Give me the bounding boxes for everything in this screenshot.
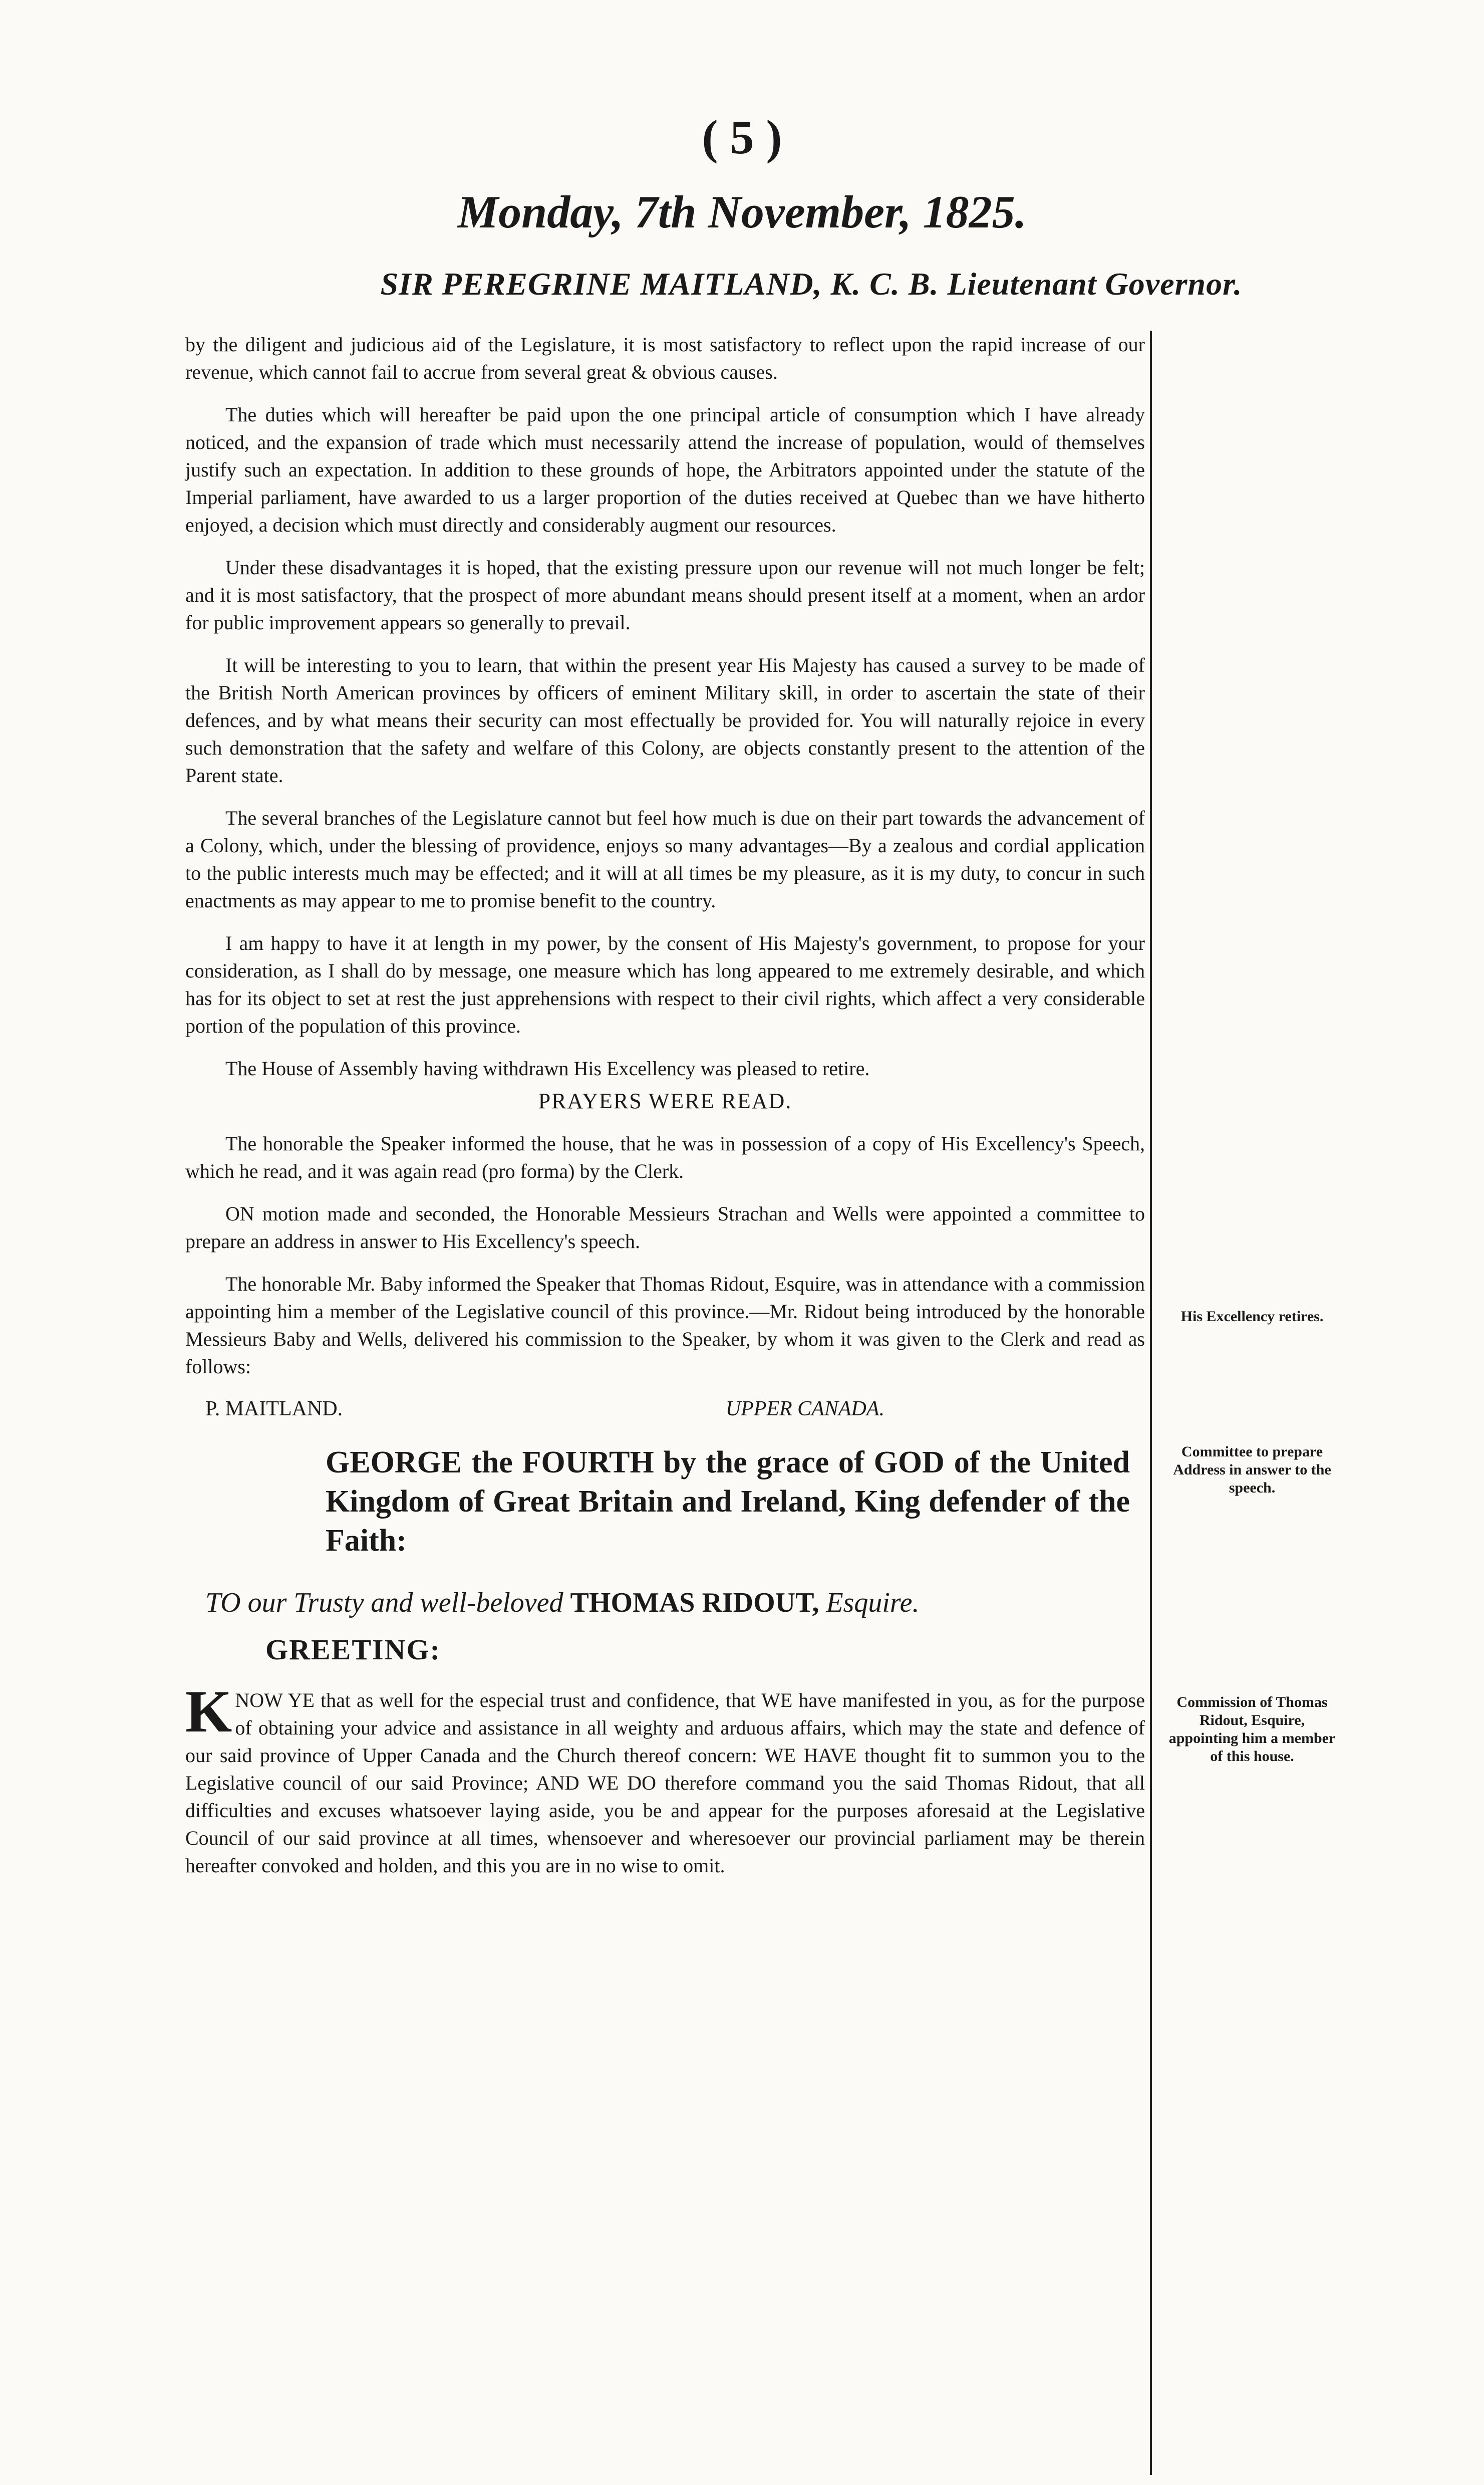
paragraph: by the diligent and judicious aid of the Legislature, it is most satisfactory to reflect upon the rapid increase of our revenue, which cannot fail to accrue from several great & obvious causes. [185, 333, 1145, 383]
margin-note-commission: Commission of Thomas Ridout, Esquire, appointing him a member of this house. [1168, 1694, 1336, 1765]
margin-note-committee: Committee to prepare Address in answer to the speech. [1173, 1443, 1331, 1496]
seal-row [205, 1395, 1125, 1423]
to-prefix: TO our Trusty and well-beloved [205, 1587, 563, 1618]
to-name: THOMAS RIDOUT, [570, 1587, 819, 1618]
date-heading: Monday, 7th November, 1825. [457, 186, 1027, 237]
greeting: GREETING: [265, 1633, 441, 1666]
know-ye-paragraph [185, 1678, 1145, 1879]
to-line [205, 1585, 1145, 1620]
paragraph: The several branches of the Legislature cannot but feel how much is due on their part towards the advancement of a Colony, which, under the blessing of providence, enjoys so many advantages—By a zealous and cordial application to the public interests much may be effected; and it will at all times be my pleasure, as it is my duty, to concur in such enactments as may appear to me to promise benefit to the country. [185, 807, 1145, 912]
main-text-column [185, 331, 1152, 2475]
paragraph: It will be interesting to you to learn, that within the present year His Majesty has caused a survey to be made of the British North American provinces by officers of eminent Military skill, in order to ascertain the state of their defences, and by what means their security can most effectually be provided for. You will naturally rejoice in every such demonstration that the safety and welfare of this Colony, are objects constantly present to the attention of the Parent state. [185, 654, 1145, 787]
paragraph: The duties which will hereafter be paid upon the one principal article of consumption which I have already noticed, and the expansion of trade which must necessarily attend the increase of population, would of themselves justify such an expectation. In addition to these grounds of hope, the Arbitrators appointed under the statute of the Imperial parliament, have awarded to us a larger proportion of the duties received at Quebec than we have hitherto enjoyed, a decision which must directly and considerably augment our resources. [185, 403, 1145, 536]
paragraph-assembly-withdrawn: The House of Assembly having withdrawn His Excellency was pleased to retire. [225, 1057, 870, 1080]
seal-province: UPPER CANADA. [725, 1397, 884, 1420]
know-ye-text: that as well for the especial trust and confidence, that WE have manifested in you, as for the purpose of obtaining your advice and assistance in all weighty and arduous affairs, which may the state and defence of our said province of Upper Canada and the Church thereof concern: WE HAVE thought fit to summon you to the Legislative council of our said Province; AND WE DO therefore command you the said Thomas Ridout, that all difficulties and excuses whatsoever laying aside, you be and appear for the purposes aforesaid at the Legislative Council of our said province at all times, whensoever and wheresoever our provincial parliament may be therein hereafter convoked and holden, and this you are in no wise to omit. [185, 1689, 1145, 1877]
page-number: ( 5 ) [702, 110, 782, 164]
governor-heading: SIR PEREGRINE MAITLAND, K. C. B. Lieutenant Governor. [380, 266, 1243, 302]
seal-signature: P. MAITLAND. [205, 1397, 343, 1420]
paragraph: ON motion made and seconded, the Honorable Messieurs Strachan and Wells were appointed a committee to prepare an address in answer to His Excellency's speech. [185, 1202, 1145, 1253]
paragraph: The honorable the Speaker informed the house, that he was in possession of a copy of His Excellency's Speech, which he read, and it was again read (pro forma) by the Clerk. [185, 1132, 1145, 1182]
margin-note-retires: His Excellency retires. [1180, 1308, 1324, 1325]
commission-title: GEORGE the FOURTH by the grace of GOD of the United Kingdom of Great Britain and Ireland, King defender of the Faith: [326, 1445, 1130, 1558]
prayers-heading: PRAYERS WERE READ. [538, 1089, 792, 1113]
to-suffix: Esquire. [826, 1587, 920, 1618]
know-ye-lead: NOW YE [235, 1689, 315, 1711]
paragraph: I am happy to have it at length in my power, by the consent of His Majesty's government, to propose for your consideration, as I shall do by message, one measure which has long appeared to me extremely desirable, and which has for its object to set at rest the just apprehensions with respect to their civil rights, which affect a very considerable portion of the population of this province. [185, 932, 1145, 1037]
paragraph: The honorable Mr. Baby informed the Speaker that Thomas Ridout, Esquire, was in attendance with a commission appointing him a member of the Legislative council of this province.—Mr. Ridout being introduced by the honorable Messieurs Baby and Wells, delivered his commission to the Speaker, by whom it was given to the Clerk and read as follows: [185, 1273, 1145, 1378]
dropcap-letter: K [185, 1678, 232, 1745]
paragraph: Under these disadvantages it is hoped, that the existing pressure upon our revenue will not much longer be felt; and it is most satisfactory, that the prospect of more abundant means should present itself at a moment, when an ardor for public improvement appears so generally to prevail. [185, 556, 1145, 634]
